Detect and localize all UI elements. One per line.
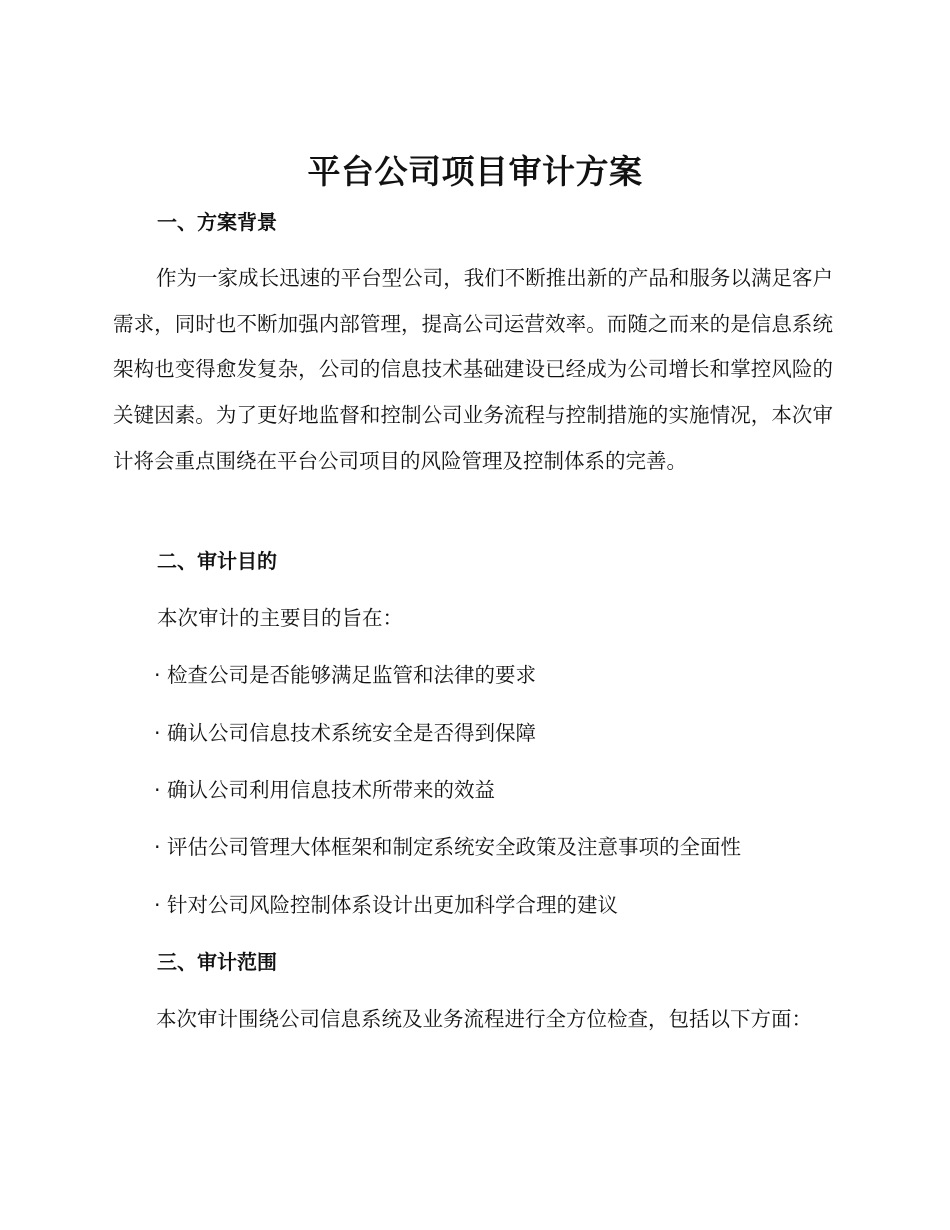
section-heading-purpose: 二、审计目的: [157, 549, 277, 573]
section-heading-background: 一、方案背景: [157, 210, 277, 234]
purpose-bullet-item: · 评估公司管理大体框架和制定系统安全政策及注意事项的全面性: [154, 835, 742, 859]
background-paragraph: 作为一家成长迅速的平台型公司，我们不断推出新的产品和服务以满足客户需求，同时也不断加强内部管理，提高公司运营效率。而随之而来的是信息系统架构也变得愈发复杂，公司的信息技术基础建设已经成为公司增长和掌控风险的关键因素。为了更好地监督和控制公司业务流程与控制措施的实施情况，本次审计将会重点围绕在平台公司项目的风险管理及控制体系的完善。: [113, 266, 833, 473]
purpose-bullet-item: · 针对公司风险控制体系设计出更加科学合理的建议: [154, 893, 619, 917]
section-heading-scope: 三、审计范围: [157, 950, 277, 974]
document-title: 平台公司项目审计方案: [307, 152, 643, 191]
scope-paragraph: 本次审计围绕公司信息系统及业务流程进行全方位检查，包括以下方面：: [156, 1007, 812, 1031]
purpose-bullet-item: · 确认公司利用信息技术所带来的效益: [154, 778, 496, 802]
purpose-bullet-item: · 检查公司是否能够满足监管和法律的要求: [154, 663, 537, 687]
purpose-bullet-item: · 确认公司信息技术系统安全是否得到保障: [154, 721, 537, 745]
purpose-intro: 本次审计的主要目的旨在：: [157, 606, 403, 630]
